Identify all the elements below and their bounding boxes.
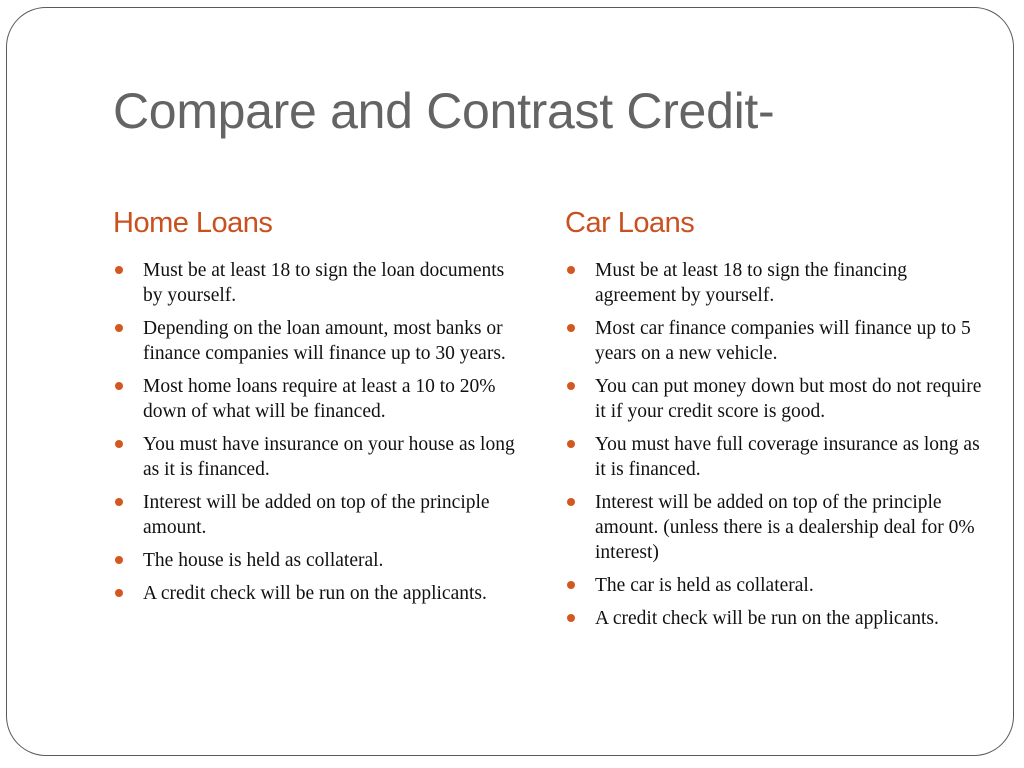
bullet-icon xyxy=(567,498,575,506)
list-item-text: The car is held as collateral. xyxy=(595,575,814,596)
bullet-icon xyxy=(115,382,123,390)
list-item-text: Most car finance companies will finance up to 5 years on a new vehicle. xyxy=(595,318,971,364)
bullet-icon xyxy=(567,324,575,332)
bullet-icon xyxy=(115,266,123,274)
list-item xyxy=(113,258,523,308)
list-item-text: Most home loans require at least a 10 to 20% down of what will be financed. xyxy=(143,376,496,422)
list-item-text: Interest will be added on top of the principle amount. (unless there is a dealership deal for 0% interest) xyxy=(595,492,975,563)
home-loans-list xyxy=(113,258,523,606)
list-item xyxy=(113,374,523,424)
list-item-text: Must be at least 18 to sign the loan documents by yourself. xyxy=(143,260,505,306)
car-loans-column xyxy=(565,205,985,639)
list-item xyxy=(565,573,985,598)
list-item xyxy=(565,258,985,308)
list-item-text: You must have insurance on your house as long as it is financed. xyxy=(143,434,515,480)
home-loans-column xyxy=(113,205,523,614)
list-item xyxy=(113,316,523,366)
bullet-icon xyxy=(115,556,123,564)
list-item-text: The house is held as collateral. xyxy=(143,550,384,571)
list-item-text: You can put money down but most do not require it if your credit score is good. xyxy=(595,376,982,422)
bullet-icon xyxy=(567,581,575,589)
bullet-icon xyxy=(115,324,123,332)
list-item-text: A credit check will be run on the applicants. xyxy=(143,583,487,604)
home-loans-heading: Home Loans xyxy=(113,207,273,239)
bullet-icon xyxy=(567,440,575,448)
bullet-icon xyxy=(115,498,123,506)
list-item xyxy=(565,316,985,366)
list-item xyxy=(565,432,985,482)
list-item-text: Must be at least 18 to sign the financing agreement by yourself. xyxy=(595,260,907,306)
list-item-text: You must have full coverage insurance as long as it is financed. xyxy=(595,434,980,480)
bullet-icon xyxy=(567,266,575,274)
list-item-text: Interest will be added on top of the principle amount. xyxy=(143,492,490,538)
list-item-text: Depending on the loan amount, most banks or finance companies will finance up to 30 years. xyxy=(143,318,506,364)
list-item xyxy=(565,490,985,565)
list-item xyxy=(113,432,523,482)
bullet-icon xyxy=(115,440,123,448)
list-item xyxy=(565,374,985,424)
bullet-icon xyxy=(115,589,123,597)
bullet-icon xyxy=(567,382,575,390)
list-item-text: A credit check will be run on the applicants. xyxy=(595,608,939,629)
car-loans-heading: Car Loans xyxy=(565,207,695,239)
list-item xyxy=(113,548,523,573)
bullet-icon xyxy=(567,614,575,622)
list-item xyxy=(113,490,523,540)
list-item xyxy=(113,581,523,606)
car-loans-list xyxy=(565,258,985,631)
list-item xyxy=(565,606,985,631)
slide-title: Compare and Contrast Credit- xyxy=(113,83,775,139)
